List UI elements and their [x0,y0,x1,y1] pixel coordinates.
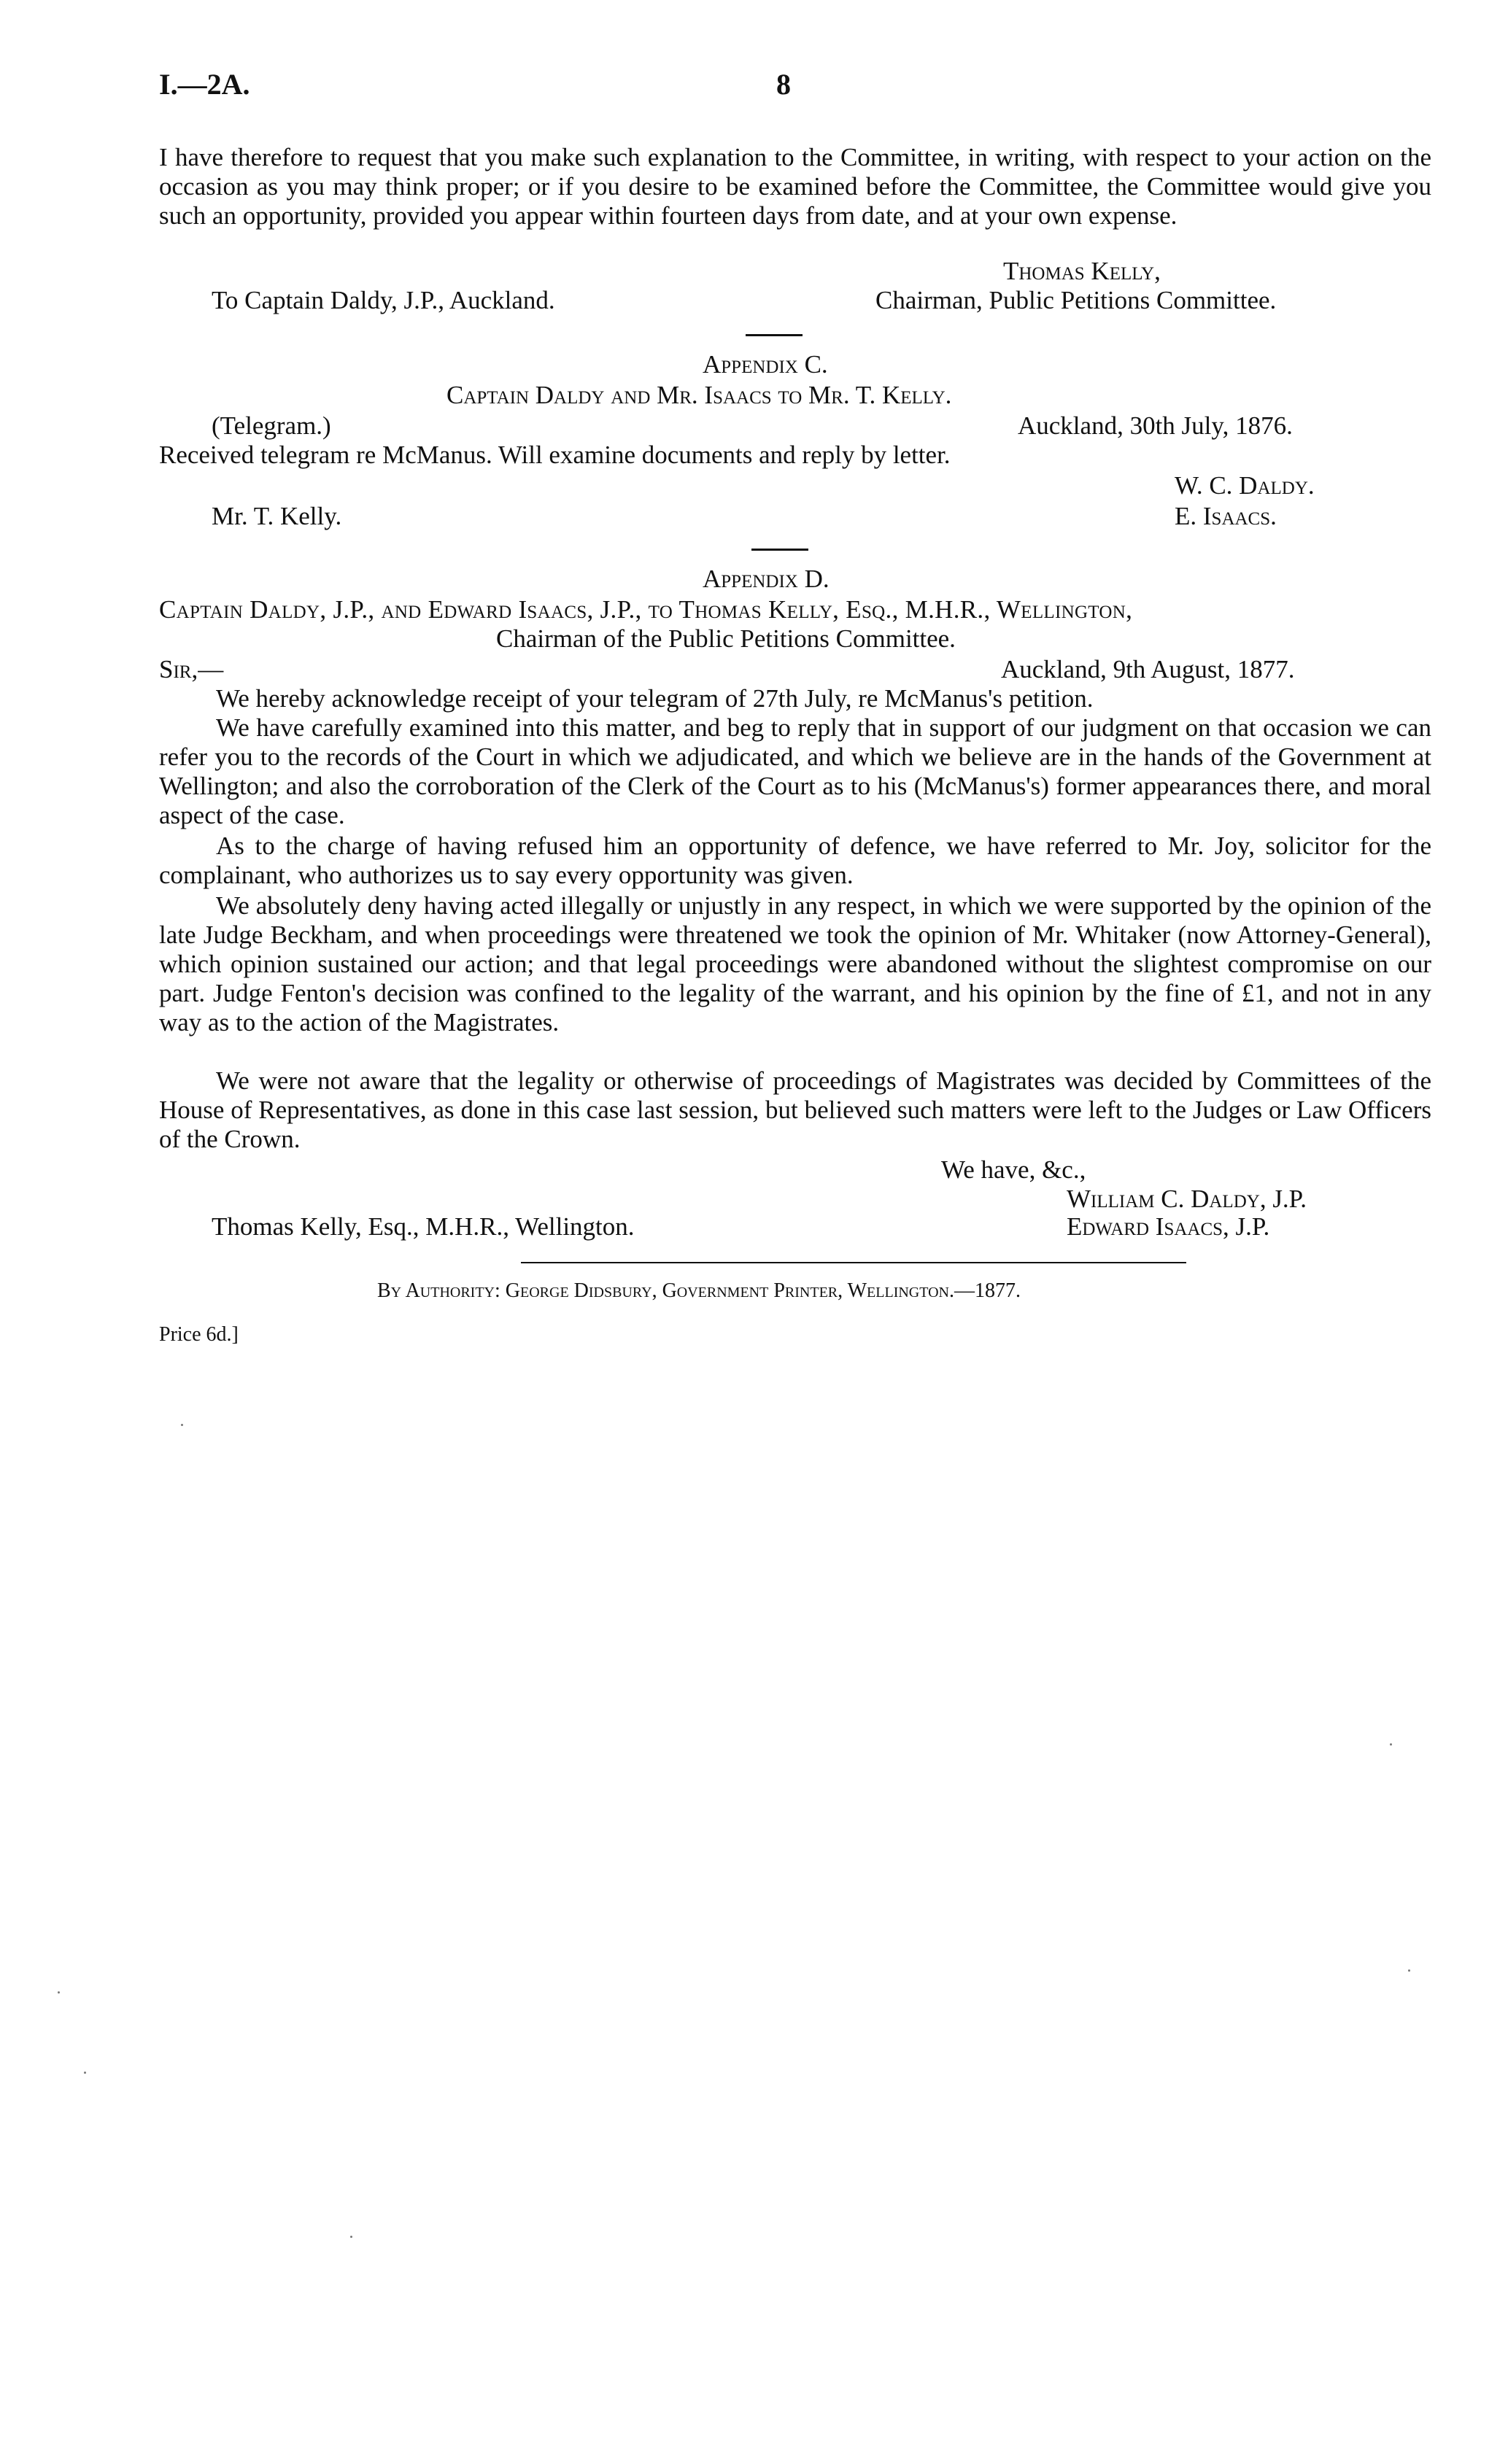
appendix-c-place-date: Auckland, 30th July, 1876. [1018,411,1293,440]
letter-addressee: To Captain Daldy, J.P., Auckland. [212,286,555,314]
closing: We have, &c., [941,1155,1086,1184]
request-paragraph: I have therefore to request that you make such explanation to the Committee, in writing, with respect to your action on the occasion as you may think proper; or if you desire to be examined before the Committee, the Committee would give you such an opportunity, provided you appear within fourteen days from date, and at your own expense. [159,143,1431,230]
letter-paragraph: We absolutely deny having acted illegally or unjustly in any respect, in which we were supported by the opinion of the late Judge Beckham, and when proceedings were threatened we took the opinion of Mr. Whitaker (now Attorney-General), which opinion sustained our action; and that legal proceedings were abandoned without the slightest compromise on our part. Judge Fenton's decision was confined to the legality of the warrant, and his opinion by the fine of £1, and not in any way as to the action of the Magistrates. [159,891,1431,1037]
scan-speck [1408,1969,1410,1972]
section-divider [751,549,808,551]
letter-paragraph: We were not aware that the legality or otherwise of proceedings of Magistrates was decided by Committees of the House of Representatives, as done in this case last session, but believed such matters were left to the Judges or Law Officers of the Crown. [159,1066,1431,1153]
price: Price 6d.] [159,1323,239,1346]
scan-speck [58,1991,60,1994]
telegram-body: Received telegram re McManus. Will examine documents and reply by letter. [159,441,951,469]
scan-speck [181,1424,183,1426]
section-divider [746,334,803,336]
salutation: Sir,— [159,655,224,683]
printer-authority: By Authority: George Didsbury, Government Printer, Wellington.—1877. [377,1279,1021,1302]
appendix-c-signature-1: W. C. Daldy. [1175,471,1315,500]
appendix-c-subtitle: Captain Daldy and Mr. Isaacs to Mr. T. Kelly. [446,381,952,409]
appendix-d-heading-line-2: Chairman of the Public Petitions Committee. [496,624,956,653]
page-number: 8 [776,68,791,101]
signer-title: Chairman, Public Petitions Committee. [875,286,1277,314]
scan-speck [84,2072,86,2074]
letter-paragraph: We have carefully examined into this matter, and beg to reply that in support of our judgment on that occasion we can refer you to the records of the Court in which we adjudicated, and which we believe are in the hands of the Government at Wellington; and also the corroboration of the Clerk of the Court as to his (McManus's) former appearances there, and moral aspect of the case. [159,713,1431,829]
letter-paragraph: We hereby acknowledge receipt of your telegram of 27th July, re McManus's petition. [216,684,1094,713]
scan-speck [1390,1743,1392,1746]
appendix-d-title: Appendix D. [703,565,830,593]
appendix-d-place-date: Auckland, 9th August, 1877. [1001,655,1295,683]
appendix-c-addressee: Mr. T. Kelly. [212,502,342,530]
appendix-d-signature-1: William C. Daldy, J.P. [1067,1185,1307,1213]
appendix-d-heading-line-1: Captain Daldy, J.P., and Edward Isaacs, J.P., to Thomas Kelly, Esq., M.H.R., Wellington, [159,595,1133,624]
appendix-d-signature-2: Edward Isaacs, J.P. [1067,1212,1270,1241]
appendix-c-signature-2: E. Isaacs. [1175,502,1277,530]
letter-paragraph: As to the charge of having refused him an opportunity of defence, we have referred to Mr. Joy, solicitor for the complainant, who authorizes us to say every opportunity was given. [159,832,1431,889]
appendix-c-title: Appendix C. [703,350,828,379]
footer-rule [521,1262,1186,1263]
telegram-label: (Telegram.) [212,411,331,440]
signer-name: Thomas Kelly, [1003,257,1161,285]
scan-speck [350,2236,352,2238]
appendix-d-addressee: Thomas Kelly, Esq., M.H.R., Wellington. [212,1212,635,1241]
document-reference: I.—2A. [159,68,250,101]
